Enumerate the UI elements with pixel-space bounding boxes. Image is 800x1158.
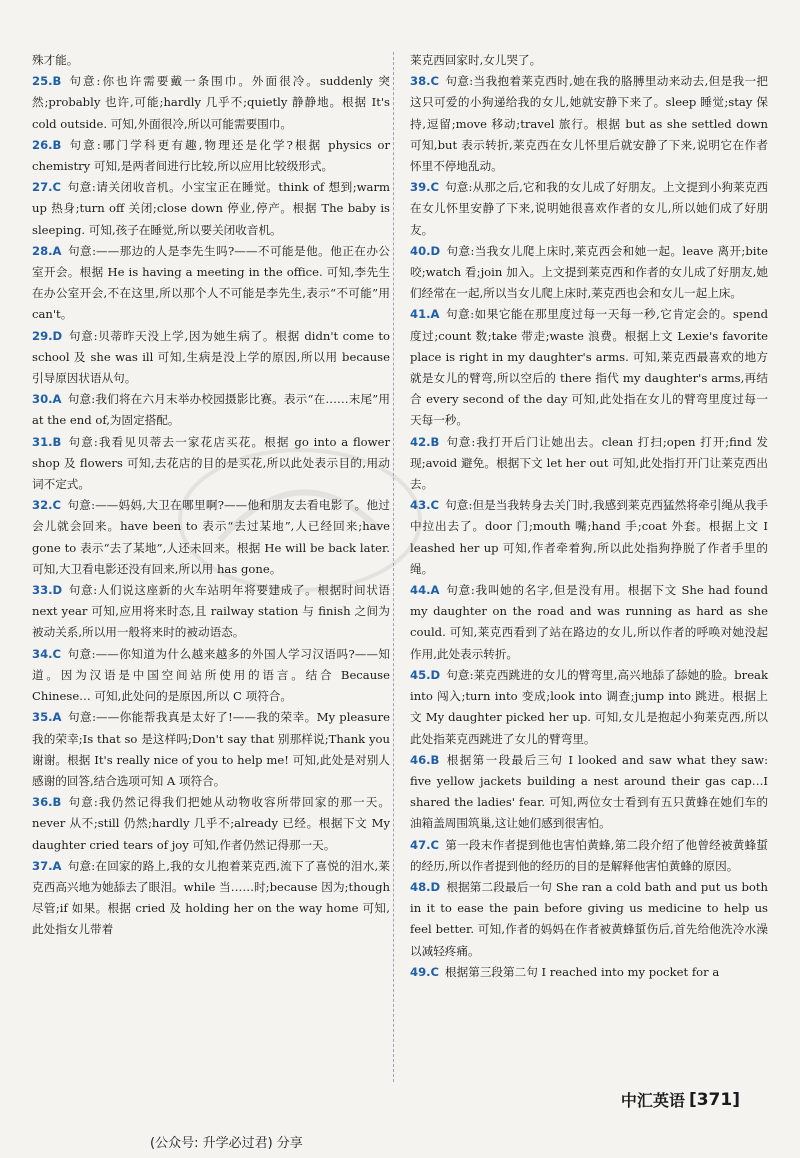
explanation-text: 句意:我打开后门让她出去。clean 打扫;open 打开;find 发现;avoid 避免。根据下文 let her out 可知,此处指打开门让莱克西出去。 [410, 434, 768, 492]
explanation-text: 句意:我仍然记得我们把她从动物收容所带回家的那一天。never 从不;still 仍然;hardly 几乎不;already 已经。根据下文 My daughter cried tears of joy 可知,作者仍然记得那一天。 [32, 795, 390, 852]
right-entry [410, 432, 768, 496]
explanation-text: 句意:当我抱着莱克西时,她在我的胳膊里动来动去,但是我一把这只可爱的小狗递给我的女儿,她就安静下来了。sleep 睡觉;stay 保持,逗留;move 移动;travel 旅行。根据 but as she settled down 可知,but 表示转折,莱克西在女儿怀里后就安静了下来,说明它在作者怀里不停地乱动。 [410, 74, 768, 174]
question-number: 26.B [32, 137, 62, 152]
right-entry [410, 665, 768, 750]
question-number: 29.D [32, 328, 63, 343]
question-number: 37.A [32, 858, 62, 873]
explanation-text: 句意:请关闭收音机。小宝宝正在睡觉。think of 想到;warm up 热身;turn off 关闭;close down 停业,停产。根据 The baby is sleeping. 可知,孩子在睡觉,所以要关闭收音机。 [32, 180, 390, 237]
question-number: 44.A [410, 583, 440, 598]
right-entry [410, 877, 768, 962]
left-entry [32, 50, 390, 71]
explanation-text: 莱克西回家时,女儿哭了。 [410, 53, 542, 67]
question-number: 33.D [32, 583, 63, 598]
explanation-text: 句意:贝蒂昨天没上学,因为她生病了。根据 didn't come to school 及 she was ill 可知,生病是没上学的原因,所以用 because 引导原因状语从句。 [32, 328, 390, 386]
question-number: 30.A [32, 392, 62, 407]
right-entry [410, 495, 768, 580]
left-entry [32, 580, 390, 644]
right-entry [410, 580, 768, 665]
left-entry [32, 707, 390, 792]
explanation-text: 殊才能。 [32, 53, 79, 67]
left-entry [32, 177, 390, 241]
right-entry [410, 50, 768, 71]
explanation-text: 句意:——那边的人是李先生吗?——不可能是他。他正在办公室开会。根据 He is having a meeting in the office. 可知,李先生在办公室开会,不在这里,所以那个人不可能是李先生,表示“不可能”用 can't。 [32, 243, 390, 322]
explanation-text: 句意:当我女儿爬上床时,莱克西会和她一起。leave 离开;bite 咬;watch 看;join 加入。上文提到莱克西和作者的女儿成了好朋友,她们经常在一起,所以当女儿爬上床时,莱克西也会和女儿一起上床。 [410, 243, 768, 301]
question-number: 38.C [410, 74, 440, 89]
explanation-text: 句意:但是当我转身去关门时,我感到莱克西猛然将牵引绳从我手中拉出去了。door 门;mouth 嘴;hand 手;coat 外套。根据上文 I leashed her up 可知,作者牵着狗,所以此处指狗挣脱了作者手里的绳。 [410, 498, 768, 576]
brand-name: 中汇英语 [620, 1091, 685, 1110]
right-entry [410, 750, 768, 835]
right-entry [410, 71, 768, 177]
explanation-text: 句意:——你能帮我真是太好了!——我的荣幸。My pleasure 我的荣幸;Is that so 是这样吗;Don't say that 别那样说;Thank you 谢谢。根据 It's really nice of you to help me! 可知,此处是对别人感谢的回答,结合选项可知 A 项符合。 [32, 710, 390, 788]
right-entry [410, 304, 768, 431]
question-number: 42.B [410, 434, 440, 449]
question-number: 45.D [410, 667, 441, 682]
explanation-text: 句意:从那之后,它和我的女儿成了好朋友。上文提到小狗莱克西在女儿怀里安静了下来,说明她很喜欢作者的女儿,所以她们成了好朋友。 [410, 180, 768, 237]
left-entry [32, 326, 390, 390]
explanation-text: 第一段末作者提到他也害怕黄蜂,第二段介绍了他曾经被黄蜂蜇的经历,所以作者提到他的经历的目的是解释他害怕黄蜂的原因。 [410, 837, 768, 873]
left-entry [32, 432, 390, 496]
left-entry [32, 792, 390, 856]
explanation-text: 根据第三段第二句 I reached into my pocket for a [445, 964, 720, 979]
explanation-text: 句意:——你知道为什么越来越多的外国人学习汉语吗?——知道。因为汉语是中国空间站所使用的语言。结合 Because Chinese… 可知,此处问的是原因,所以 C 项符合。 [32, 646, 390, 704]
explanation-text: 句意:哪门学科更有趣,物理还是化学?根据 physics or chemistry 可知,是两者间进行比较,所以应用比较级形式。 [32, 137, 390, 174]
question-number: 43.C [410, 498, 440, 513]
left-entry [32, 71, 390, 135]
column-divider [393, 52, 394, 1082]
question-number: 48.D [410, 879, 441, 894]
question-number: 28.A [32, 243, 62, 258]
question-number: 32.C [32, 498, 62, 513]
page-number: 371 [696, 1089, 733, 1110]
left-entry [32, 135, 390, 177]
share-note: (公众号: 升学必过君) 分享 [150, 1136, 303, 1151]
explanation-text: 根据第二段最后一句 She ran a cold bath and put us both in it to ease the pain before giving us medicine to help us feel better. 可知,作者的妈妈在作者被黄蜂蜇伤后,首先给他洗冷水澡以减轻疼痛。 [410, 879, 768, 958]
question-number: 46.B [410, 752, 440, 767]
page-number-wrap: [371] [688, 1089, 740, 1110]
left-column [32, 50, 390, 941]
question-number: 47.C [410, 837, 440, 852]
right-entry [410, 962, 768, 983]
question-number: 27.C [32, 180, 62, 195]
question-number: 49.C [410, 964, 440, 979]
question-number: 40.D [410, 243, 441, 258]
brand-footer [621, 1088, 740, 1111]
explanation-text: 句意:如果它能在那里度过每一天每一秒,它肯定会的。spend 度过;count 数;take 带走;waste 浪费。根据上文 Lexie's favorite place is right in my daughter's arms. 可知,莱克西最喜欢的地方就是女儿的臂弯,所以空后的 there 指代 my daughter's arms,再结合 every second of the day 可知,此处指在女儿的臂弯里度过每一天每一秒。 [410, 307, 768, 428]
question-number: 41.A [410, 307, 440, 322]
explanation-text: 句意:在回家的路上,我的女儿抱着莱克西,流下了喜悦的泪水,莱克西高兴地为她舔去了眼泪。while 当……时;because 因为;though 尽管;if 如果。根据 cried 及 holding her on the way home 可知,此处指女儿带着 [32, 858, 390, 937]
question-number: 25.B [32, 74, 62, 89]
explanation-text: 句意:人们说这座新的火车站明年将要建成了。根据时间状语 next year 可知,应用将来时态,且 railway station 与 finish 之间为被动关系,所以用一般将来时的被动语态。 [32, 583, 390, 640]
explanation-text: 句意:莱克西跳进的女儿的臂弯里,高兴地舔了舔她的脸。break into 闯入;turn into 变成;look into 调查;jump into 跳进。根据上文 My daughter picked her up. 可知,女儿是抱起小狗莱克西,所以此处指莱克西跳进了女儿的臂弯里。 [410, 667, 768, 746]
explanation-text: 句意:你也许需要戴一条围巾。外面很冷。suddenly 突然;probably 也许,可能;hardly 几乎不;quietly 静静地。根据 It's cold outside. 可知,外面很冷,所以可能需要围巾。 [32, 74, 390, 131]
left-entry [32, 389, 390, 431]
right-entry [410, 177, 768, 241]
explanation-text: 句意:——妈妈,大卫在哪里啊?——他和朋友去看电影了。他过会儿就会回来。have been to 表示“去过某地”,人已经回来;have gone to 表示“去了某地”,人还未回来。根据 He will be back later. 可知,大卫看电影还没有回来,所以用 has gone。 [32, 498, 390, 576]
explanation-text: 句意:我看见贝蒂去一家花店买花。根据 go into a flower shop 及 flowers 可知,去花店的目的是买花,所以此处表示目的,用动词不定式。 [32, 434, 390, 492]
explanation-text: 句意:我叫她的名字,但是没有用。根据下文 She had found my daughter on the road and was running as hard as she could. 可知,莱克西看到了站在路边的女儿,所以作者的呼唤对她没起作用,此处表示转折。 [410, 583, 768, 661]
left-entry [32, 241, 390, 326]
question-number: 39.C [410, 180, 440, 195]
left-entry [32, 495, 390, 580]
question-number: 31.B [32, 434, 62, 449]
right-entry [410, 835, 768, 877]
question-number: 34.C [32, 646, 62, 661]
right-entry [410, 241, 768, 305]
left-entry [32, 856, 390, 941]
right-column [410, 50, 768, 983]
question-number: 36.B [32, 795, 62, 810]
left-entry [32, 644, 390, 708]
question-number: 35.A [32, 710, 62, 725]
explanation-text: 句意:我们将在六月末举办校园摄影比赛。表示“在……末尾”用 at the end of,为固定搭配。 [32, 392, 390, 428]
explanation-text: 根据第一段最后三句 I looked and saw what they saw: five yellow jackets building a nest around their gas cap…I shared the ladies' fear. 可知,两位女士看到有五只黄蜂在她们车的油箱盖周围筑巢,这让她们感到很害怕。 [410, 752, 768, 831]
